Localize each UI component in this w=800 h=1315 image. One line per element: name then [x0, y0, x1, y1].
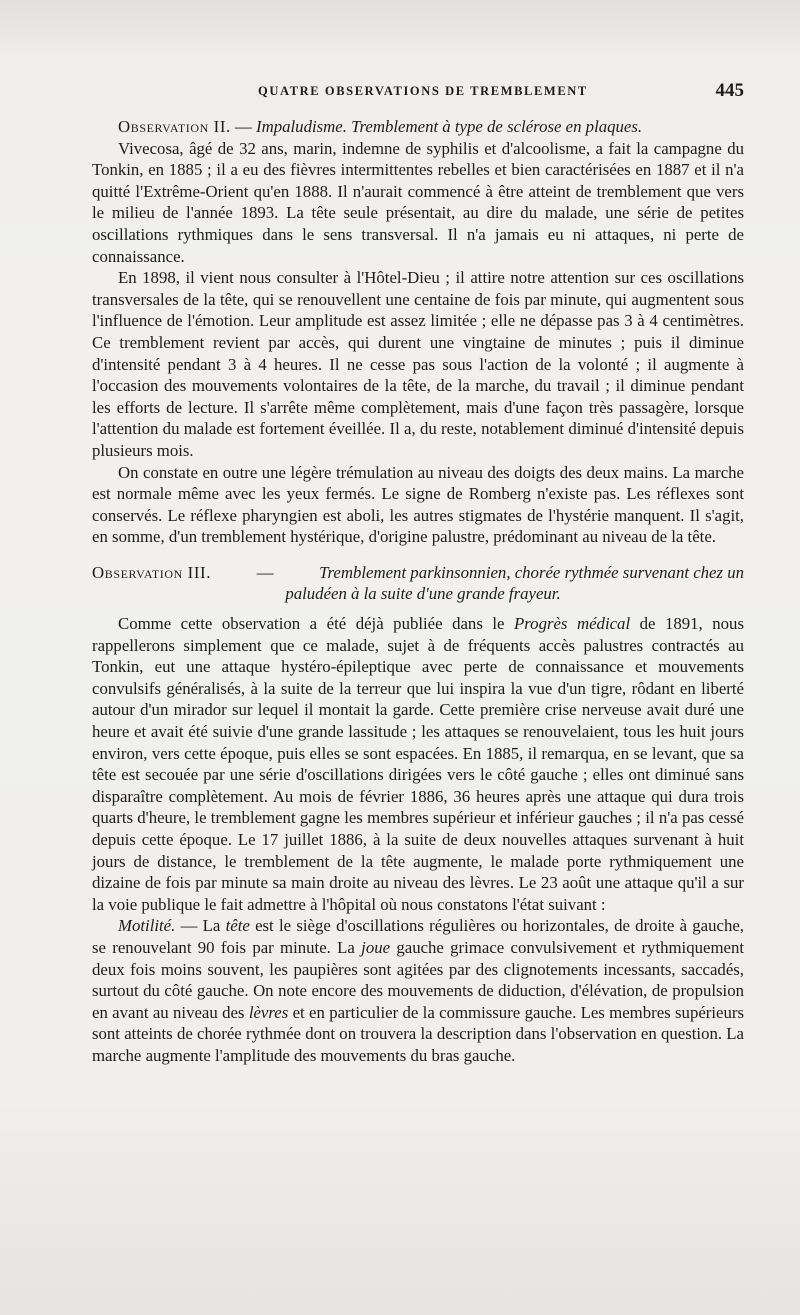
word-levres: lèvres — [248, 1002, 289, 1022]
observation-2-paragraph-2: En 1898, il vient nous consulter à l'Hôtel-Dieu ; il attire notre attention sur ces oscillations transversales de la tête, qui se renouvellent une centaine de fois par minute, qui augmentent sous l'influence de l'émotion. Leur amplitude est assez limitée ; elle ne dépasse pas 3 à 4 centimètres. Ce tremblement revient par accès, qui durent une vingtaine de minutes ; puis il diminue d'intensité pendant 3 à 4 heures. Il ne cesse pas sous l'action de la volonté ; il augmente à l'occasion des mouvements volontaires de la tête, de la marche, du travail ; il diminue pendant les efforts de lecture. Il s'arrête même complètement, mais d'une façon très passagère, lorsque l'attention du malade est fortement éveillée. Il a, du reste, notablement diminué d'intensité depuis plusieurs mois. — [92, 268, 744, 460]
observation-3-heading — [92, 562, 744, 605]
motilite-dash: — La — [175, 916, 226, 936]
observation-3-p1-after: de 1891, nous rappellerons simplement que ce malade, sujet à de fréquents accès palustres contractés au Tonkin, eut une attaque hystéro-épileptique avec perte de connaissance et mouvements convulsifs généralisés, à la suite de la terreur que lui inspira la vue d'un tigre, rôdant en liberté autour d'un mirador sur lequel il montait la garde. Cette première crise nerveuse avait duré une heure et avait été suivie d'une grande lassitude ; les attaques se renouvelaient, tous les huit jours environ, vers cette époque, puis elles se sont espacées. En 1885, il remarqua, en se levant, que sa tête est secouée par une série d'oscillations dirigées vers le côté gauche ; elles ont diminué sans disparaître complètement. Au mois de février 1886, 36 heures après une attaque qui dura trois quarts d'heure, le tremblement gagne les membres supérieur et inférieur gauches ; il n'a pas cessé depuis cette époque. Le 17 juillet 1886, à la suite de deux nouvelles attaques survenant à huit jours de distance, le tremblement de la tête augmente, le malade porte rythmiquement une dizaine de fois par minute sa main droite au niveau des lèvres. Le 23 août une attaque qu'il a sur la voie publique le fait admettre à l'hôpital où nous constatons l'état suivant : — [92, 614, 744, 914]
observation-3-title-line-2: paludéen à la suite d'une grande frayeur. — [285, 584, 561, 604]
page-number: 445 — [715, 80, 744, 101]
observation-2-paragraph-3: On constate en outre une légère trémulation au niveau des doigts des deux mains. La marche est normale même avec les yeux fermés. Le signe de Romberg n'existe pas. Les réflexes sont conservés. Le réflexe pharyngien est aboli, les autres stigmates de l'hystérie manquent. Il s'agit, en somme, d'un tremblement hystérique, d'origine palustre, prédominant au niveau de la tête. — [92, 462, 744, 547]
running-header — [92, 80, 748, 102]
observation-2-dash: — — [230, 117, 257, 136]
observation-3-paragraph-1 — [92, 613, 744, 915]
word-tete: tête — [225, 916, 250, 936]
motilite-text-1: est le siège d'oscillations régulières ou horizontales, de droite à gauche, se renouvelant 90 fois par minute. La — [92, 916, 744, 957]
body-text — [92, 116, 744, 1067]
observation-2-paragraph-1: Vivecosa, âgé de 32 ans, marin, indemne de syphilis et d'alcoolisme, a fait la campagne du Tonkin, en 1885 ; il a eu des fièvres intermittentes rebelles et bien caractérisées en 1887 et il n'a quitté l'Extrême-Orient qu'en 1888. Il n'aurait commencé à être atteint de tremblement que vers le milieu de l'année 1893. La tête seule présentait, au dire du malade, une série de petites oscillations rythmiques dans le sens transversal. Il n'a jamais eu ni attaques, ni perte de connaissance. — [92, 138, 744, 266]
observation-2-title: Impaludisme. Tremblement à type de sclérose en plaques. — [256, 117, 643, 136]
observation-3-heading-line-1 — [92, 562, 744, 584]
observation-3-paragraph-2 — [92, 915, 744, 1066]
observation-2-label: Observation II. — [118, 117, 231, 136]
motilite-text-2: gauche grimace convulsivement et rythmiquement deux fois moins souvent, les paupières sont agitées par des clignotements incessants, saccadés, surtout du côté gauche. On note encore des mouvements de diduction, d'élévation, de propulsion en avant au niveau des — [92, 937, 744, 1022]
observation-3-title-line-1: Tremblement parkinsonnien, chorée rythmée survenant chez un — [319, 562, 744, 582]
journal-name: Progrès médical — [514, 614, 631, 634]
observation-2-heading — [92, 116, 744, 138]
observation-3-label: Observation III. — [92, 562, 212, 582]
word-joue: joue — [361, 937, 391, 957]
motilite-text-3: et en particulier de la commissure gauche. Les membres supérieurs sont atteints de chorée rythmée dont on trouvera la description dans l'observation en question. La marche augmente l'amplitude des mouvements du bras gauche. — [92, 1002, 744, 1065]
motilite-label: Motilité. — [118, 916, 176, 936]
running-title: QUATRE OBSERVATIONS DE TREMBLEMENT — [258, 84, 588, 98]
observation-3-p1-before: Comme cette observation a été déjà publiée dans le — [118, 614, 515, 634]
observation-3-dash: — — [256, 562, 274, 582]
